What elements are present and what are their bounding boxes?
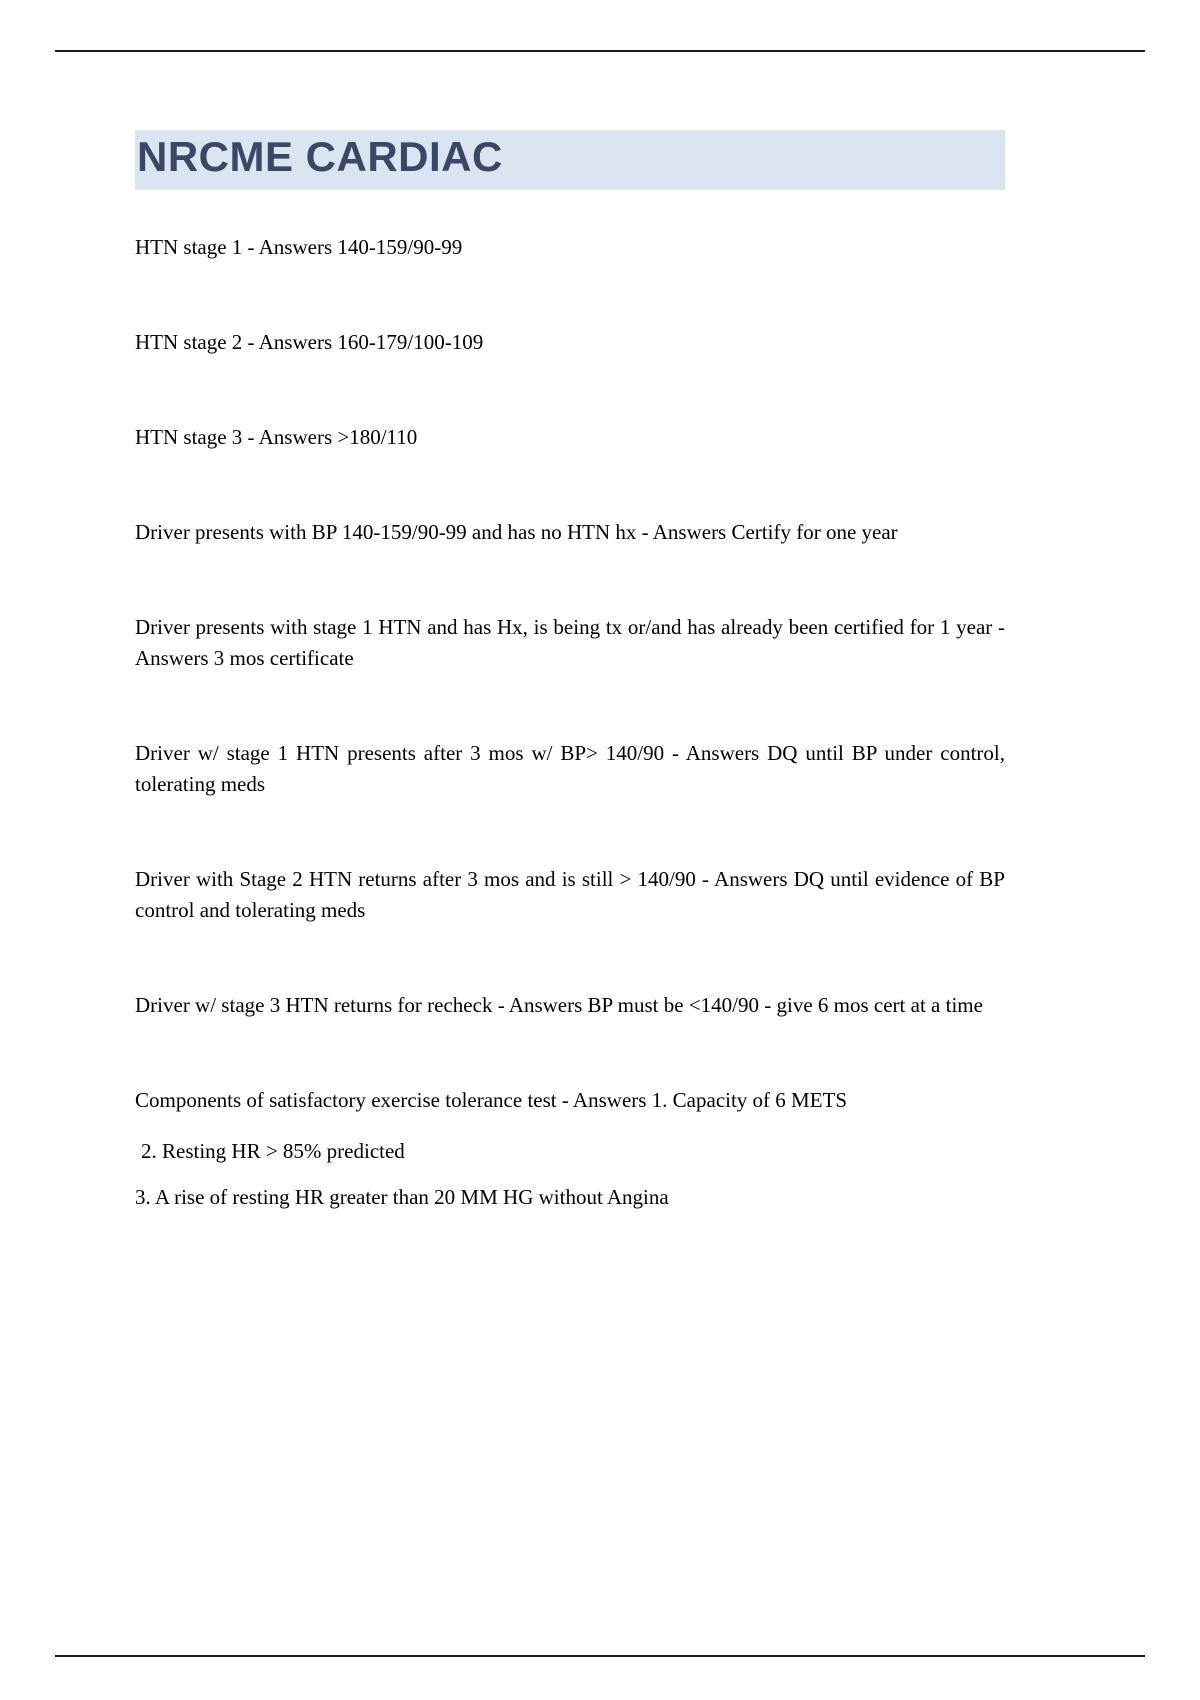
qa-paragraph: Driver with Stage 2 HTN returns after 3 mos and is still > 140/90 - Answers DQ until evidence of BP control and tolerating meds [135,867,1005,923]
title-highlight-bar [135,130,1005,190]
answer-continuation-line: 3. A rise of resting HR greater than 20 MM HG without Angina [135,1185,669,1210]
qa-paragraph: Driver presents with stage 1 HTN and has Hx, is being tx or/and has already been certified for 1 year - Answers 3 mos certificate [135,615,1005,671]
qa-paragraph: Driver presents with BP 140-159/90-99 and has no HTN hx - Answers Certify for one year [135,520,898,545]
qa-paragraph: Driver w/ stage 3 HTN returns for recheck - Answers BP must be <140/90 - give 6 mos cert at a time [135,993,983,1018]
qa-paragraph: HTN stage 3 - Answers >180/110 [135,425,418,450]
bottom-rule [55,1655,1145,1657]
qa-paragraph: HTN stage 1 - Answers 140-159/90-99 [135,235,463,260]
document-content [135,130,1005,1228]
answer-continuation-line: 2. Resting HR > 85% predicted [141,1139,405,1164]
qa-paragraph: Driver w/ stage 1 HTN presents after 3 mos w/ BP> 140/90 - Answers DQ until BP under control, tolerating meds [135,741,1005,797]
page-title: NRCME CARDIAC [137,133,503,180]
qa-paragraph: HTN stage 2 - Answers 160-179/100-109 [135,330,484,355]
top-rule [55,50,1145,52]
qa-paragraph: Components of satisfactory exercise tolerance test - Answers 1. Capacity of 6 METS [135,1088,848,1113]
